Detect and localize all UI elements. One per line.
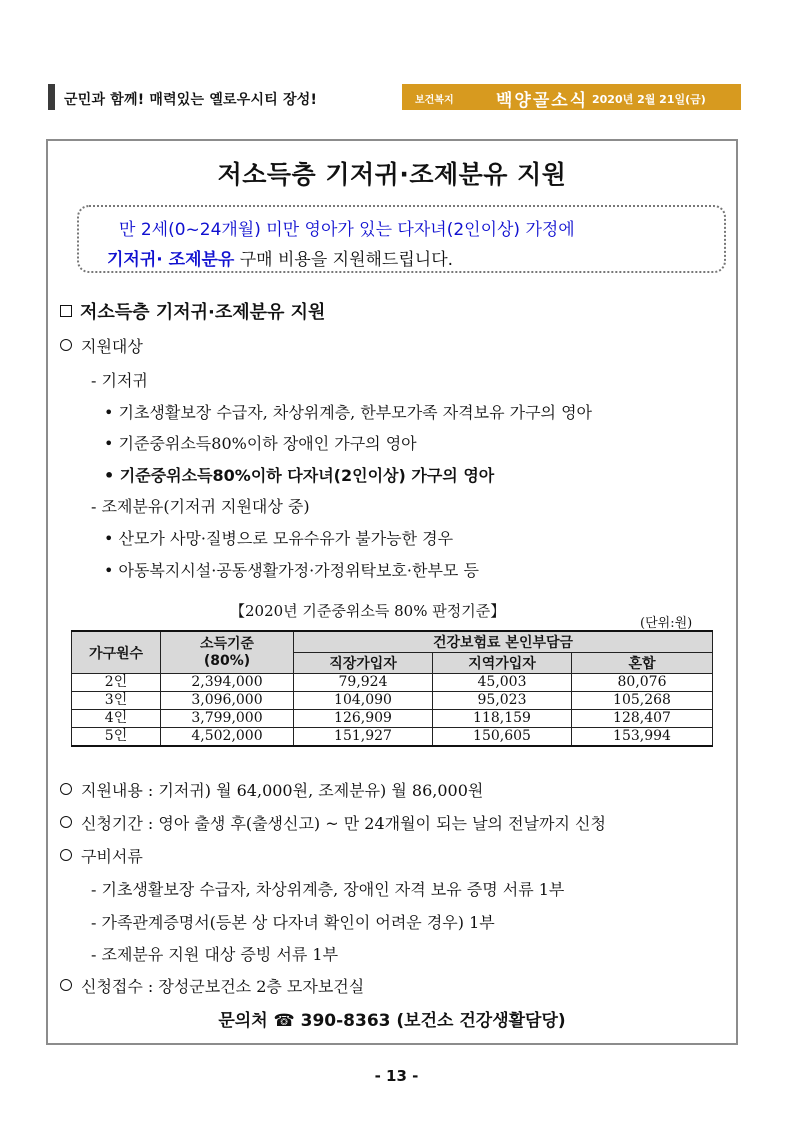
table-row bbox=[72, 710, 713, 728]
square-bullet-icon bbox=[60, 305, 72, 317]
intro-box bbox=[77, 205, 726, 273]
col-household: 가구원수 bbox=[72, 631, 161, 674]
diaper-item: • 기초생활보장 수급자, 차상위계층, 한부모가족 자격보유 가구의 영아 bbox=[104, 403, 592, 422]
cell-mixed: 128,407 bbox=[572, 710, 713, 728]
eligibility-heading bbox=[60, 334, 143, 357]
col-premium-group: 건강보험료 본인부담금 bbox=[294, 631, 713, 653]
circle-bullet-icon bbox=[60, 339, 72, 351]
cell-employee: 151,927 bbox=[294, 728, 433, 747]
section-heading bbox=[60, 298, 325, 324]
documents-heading bbox=[60, 844, 143, 867]
page-number: - 13 - bbox=[374, 1067, 419, 1085]
cell-regional: 118,159 bbox=[433, 710, 572, 728]
diaper-item-highlight: • 기준중위소득80%이하 다자녀(2인이상) 가구의 영아 bbox=[104, 466, 495, 485]
col-income-sub: (80%) bbox=[203, 652, 251, 669]
cell-mixed: 153,994 bbox=[572, 728, 713, 747]
cell-income: 4,502,000 bbox=[161, 728, 294, 747]
table-unit: (단위:원) bbox=[640, 616, 693, 631]
header-date: 2020년 2월 21일(금) bbox=[592, 93, 706, 106]
header-accent-bar bbox=[48, 84, 55, 110]
table-caption: 【2020년 기준중위소득 80% 판정기준】 bbox=[230, 602, 506, 620]
application-period bbox=[60, 811, 606, 834]
cell-regional: 45,003 bbox=[433, 674, 572, 692]
col-income bbox=[161, 631, 294, 674]
col-employee: 직장가입자 bbox=[294, 653, 433, 674]
circle-bullet-icon bbox=[60, 816, 72, 828]
intro-highlight: 기저귀· 조제분유 bbox=[107, 250, 235, 270]
formula-heading: - 조제분유(기저귀 지원대상 중) bbox=[91, 497, 310, 516]
support-content bbox=[60, 778, 483, 801]
documents-heading-text: 구비서류 bbox=[81, 847, 143, 866]
eligibility-heading-text: 지원대상 bbox=[81, 337, 143, 356]
cell-income: 3,799,000 bbox=[161, 710, 294, 728]
income-criteria-table bbox=[71, 630, 713, 747]
article-frame bbox=[46, 139, 738, 1045]
article-title: 저소득층 기저귀·조제분유 지원 bbox=[217, 160, 567, 189]
document-item: - 기초생활보장 수급자, 차상위계층, 장애인 자격 보유 증명 서류 1부 bbox=[91, 880, 565, 899]
intro-line-2 bbox=[107, 245, 453, 270]
application-place-text: 신청접수 : 장성군보건소 2층 모자보건실 bbox=[81, 977, 365, 996]
cell-income: 3,096,000 bbox=[161, 692, 294, 710]
header-newsletter-box bbox=[402, 84, 741, 110]
cell-employee: 126,909 bbox=[294, 710, 433, 728]
cell-size: 3인 bbox=[72, 692, 161, 710]
header-motto: 군민과 함께! 매력있는 옐로우시티 장성! bbox=[64, 92, 318, 108]
intro-line-1: 만 2세(0~24개월) 미만 영아가 있는 다자녀(2인이상) 가정에 bbox=[119, 220, 575, 240]
diaper-heading: - 기저귀 bbox=[91, 371, 148, 390]
cell-regional: 150,605 bbox=[433, 728, 572, 747]
table-row bbox=[72, 728, 713, 747]
header-newsletter-name: 백양골소식 bbox=[496, 91, 589, 111]
cell-employee: 104,090 bbox=[294, 692, 433, 710]
cell-size: 5인 bbox=[72, 728, 161, 747]
col-regional: 지역가입자 bbox=[433, 653, 572, 674]
document-item: - 가족관계증명서(등본 상 다자녀 확인이 어려운 경우) 1부 bbox=[91, 913, 495, 932]
circle-bullet-icon bbox=[60, 979, 72, 991]
circle-bullet-icon bbox=[60, 783, 72, 795]
formula-item: • 아동복지시설·공동생활가정·가정위탁보호·한부모 등 bbox=[104, 561, 479, 580]
circle-bullet-icon bbox=[60, 849, 72, 861]
table-row bbox=[72, 692, 713, 710]
col-income-label: 소득기준 bbox=[199, 635, 255, 652]
table-row bbox=[72, 674, 713, 692]
contact-info: 문의처 ☎ 390-8363 (보건소 건강생활담당) bbox=[218, 1011, 566, 1031]
page-header bbox=[48, 84, 741, 110]
header-category: 보건복지 bbox=[415, 95, 454, 106]
cell-regional: 95,023 bbox=[433, 692, 572, 710]
application-period-text: 신청기간 : 영아 출생 후(출생신고) ~ 만 24개월이 되는 날의 전날까지 신청 bbox=[81, 814, 606, 833]
cell-mixed: 80,076 bbox=[572, 674, 713, 692]
cell-employee: 79,924 bbox=[294, 674, 433, 692]
cell-income: 2,394,000 bbox=[161, 674, 294, 692]
cell-size: 4인 bbox=[72, 710, 161, 728]
document-item: - 조제분유 지원 대상 증빙 서류 1부 bbox=[91, 945, 339, 964]
cell-size: 2인 bbox=[72, 674, 161, 692]
application-place bbox=[60, 974, 364, 997]
diaper-item: • 기준중위소득80%이하 장애인 가구의 영아 bbox=[104, 434, 417, 453]
cell-mixed: 105,268 bbox=[572, 692, 713, 710]
intro-line-2-rest: 구매 비용을 지원해드립니다. bbox=[234, 250, 454, 270]
support-content-text: 지원내용 : 기저귀) 월 64,000원, 조제분유) 월 86,000원 bbox=[81, 781, 484, 800]
section-title: 저소득층 기저귀·조제분유 지원 bbox=[80, 302, 326, 323]
col-mixed: 혼합 bbox=[572, 653, 713, 674]
formula-item: • 산모가 사망·질병으로 모유수유가 불가능한 경우 bbox=[104, 529, 454, 548]
